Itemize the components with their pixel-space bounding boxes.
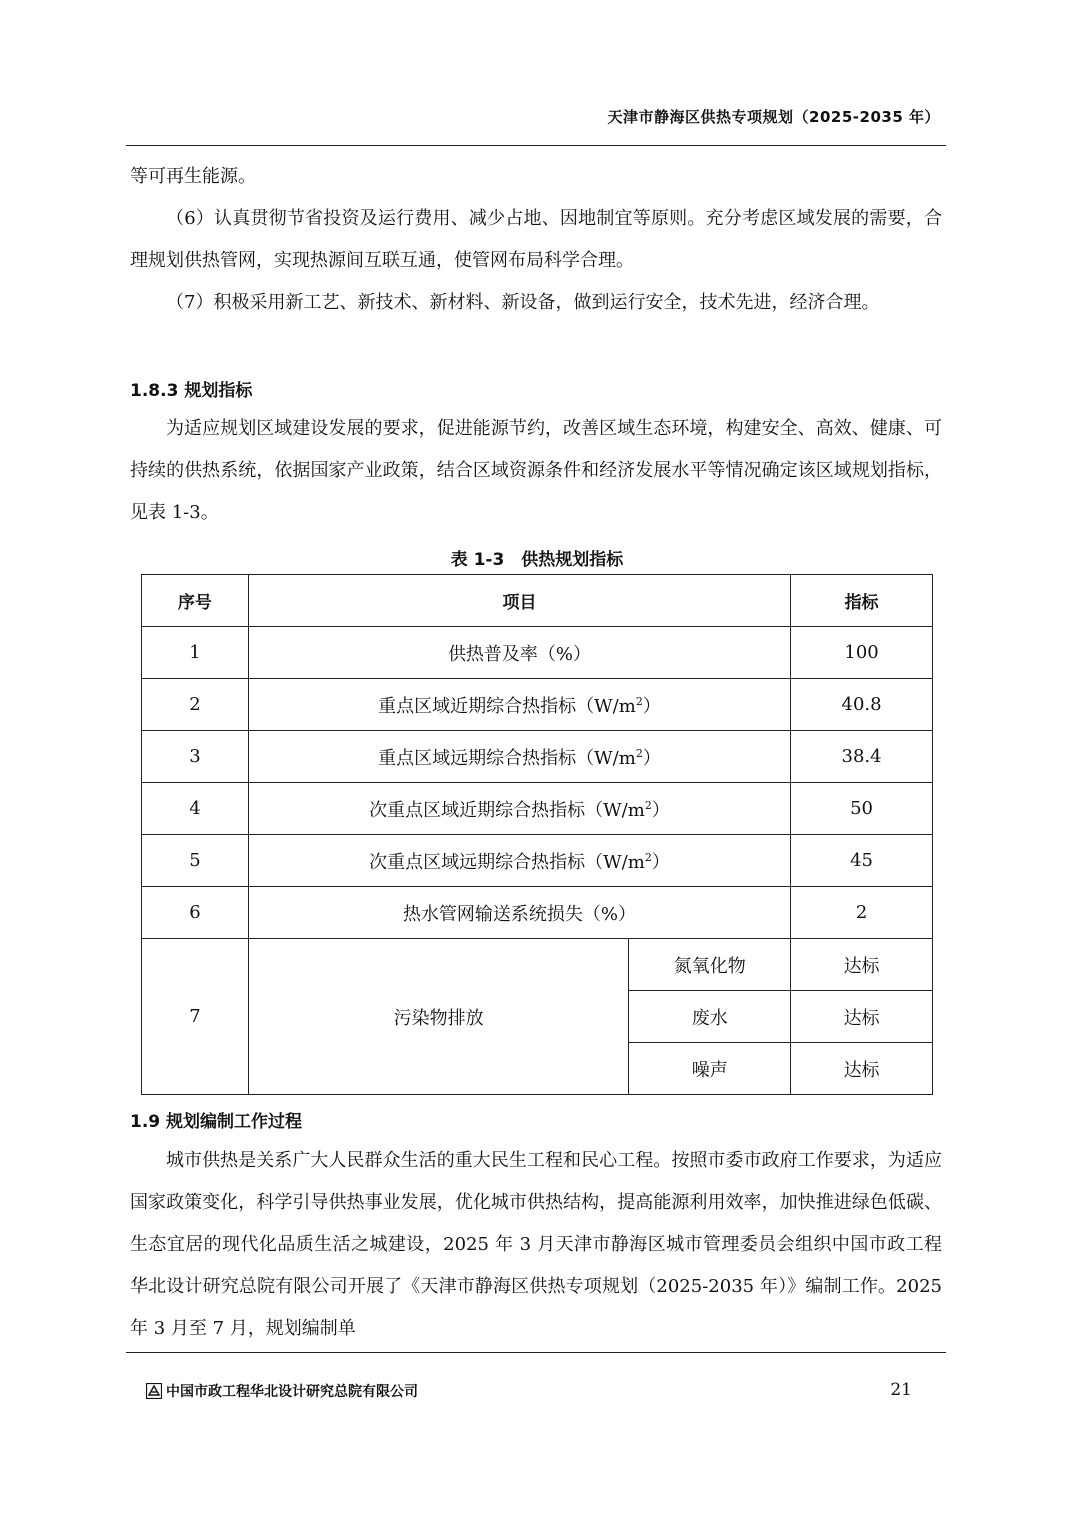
table-header-row: [142, 575, 933, 627]
footer-organization-name: 中国市政工程华北设计研究总院有限公司: [166, 1384, 418, 1400]
subitem-name: 氮氧化物: [629, 939, 791, 991]
table-row: [142, 627, 933, 679]
page-number: 21: [890, 1380, 912, 1400]
row-no: 5: [142, 835, 249, 887]
row-item: 重点区域远期综合热指标$(W/m^2)$: [248, 731, 790, 783]
section-1-8-3-body: [130, 408, 942, 534]
table-row: [142, 731, 933, 783]
row-no: 1: [142, 627, 249, 679]
table-row: [142, 679, 933, 731]
subitem-value: 达标: [791, 1043, 933, 1095]
header-no: 序号: [142, 575, 249, 627]
company-logo-icon: [146, 1383, 162, 1399]
row-item: 次重点区域远期综合热指标$(W/m^2)$: [248, 835, 790, 887]
table-caption: 表 1-3 供热规划指标: [450, 550, 624, 570]
paragraph-principle-7: （7）积极采用新工艺、新技术、新材料、新设备，做到运行安全，技术先进，经济合理。: [166, 292, 880, 313]
row-value: 100: [791, 627, 933, 679]
row-no: 4: [142, 783, 249, 835]
top-paragraphs: [130, 156, 942, 324]
section-heading-1-9: 1.9 规划编制工作过程: [130, 1112, 303, 1132]
header-value: 指标: [791, 575, 933, 627]
section-heading-1-8-3: 1.8.3 规划指标: [130, 381, 253, 401]
row-value: 2: [791, 887, 933, 939]
section-1-9-body: [130, 1140, 942, 1350]
row-no: 7: [142, 939, 249, 1095]
row-item: 供热普及率（%）: [248, 627, 790, 679]
table-row: [142, 939, 933, 991]
header-divider: [126, 145, 946, 146]
indicator-table: [141, 574, 933, 1095]
subitem-value: 达标: [791, 939, 933, 991]
page-header-title: 天津市静海区供热专项规划（2025-2035 年）: [607, 108, 940, 126]
row-value: 40.8: [791, 679, 933, 731]
table-row: [142, 835, 933, 887]
table-row: [142, 887, 933, 939]
subitem-name: 废水: [629, 991, 791, 1043]
row-value: 45: [791, 835, 933, 887]
paragraph-continuation: 等可再生能源。: [130, 166, 256, 187]
paragraph-planning-indicators: 为适应规划区域建设发展的要求，促进能源节约，改善区域生态环境，构建安全、高效、健康、可持续的供热系统，依据国家产业政策，结合区域资源条件和经济发展水平等情况确定该区域规划指标，见表 1-3。: [130, 418, 942, 523]
table-row: [142, 783, 933, 835]
row-value: 50: [791, 783, 933, 835]
paragraph-work-process: 城市供热是关系广大人民群众生活的重大民生工程和民心工程。按照市委市政府工作要求，为适应国家政策变化，科学引导供热事业发展，优化城市供热结构，提高能源利用效率，加快推进绿色低碳、生态宜居的现代化品质生活之城建设，2025 年 3 月天津市静海区城市管理委员会组织中国市政工程华北设计研究总院有限公司开展了《天津市静海区供热专项规划（2025-2035 年）》编制工作。2025 年 3 月至 7 月，规划编制单: [130, 1150, 942, 1339]
row-item: 污染物排放: [248, 939, 628, 1095]
header-item: 项目: [248, 575, 790, 627]
subitem-name: 噪声: [629, 1043, 791, 1095]
row-item: 热水管网输送系统损失（%）: [248, 887, 790, 939]
subitem-value: 达标: [791, 991, 933, 1043]
paragraph-principle-6: （6）认真贯彻节省投资及运行费用、减少占地、因地制宜等原则。充分考虑区域发展的需要，合理规划供热管网，实现热源间互联互通，使管网布局科学合理。: [130, 208, 942, 271]
row-item: 次重点区域近期综合热指标$(W/m^2)$: [248, 783, 790, 835]
row-no: 3: [142, 731, 249, 783]
row-item: 重点区域近期综合热指标$(W/m^2)$: [248, 679, 790, 731]
footer-organization: [146, 1381, 418, 1401]
row-value: 38.4: [791, 731, 933, 783]
row-no: 6: [142, 887, 249, 939]
row-no: 2: [142, 679, 249, 731]
footer-divider: [126, 1352, 946, 1353]
